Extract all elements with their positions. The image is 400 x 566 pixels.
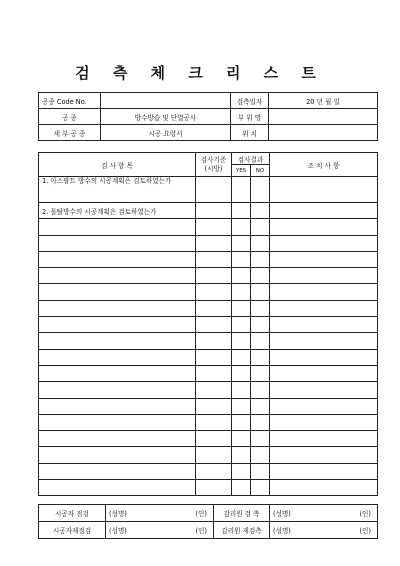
- signature-table: [38, 504, 378, 539]
- action-cell[interactable]: [270, 447, 378, 463]
- supervisor-check-label: 감리원 검 측: [214, 505, 270, 522]
- action-cell[interactable]: [270, 219, 378, 235]
- no-cell[interactable]: [251, 219, 270, 235]
- empty-row: [39, 480, 378, 496]
- empty-row: [39, 463, 378, 479]
- detail-label: 세 부 공 종: [39, 125, 101, 141]
- no-cell[interactable]: [251, 447, 270, 463]
- yes-cell[interactable]: [232, 251, 251, 267]
- standard-cell[interactable]: [196, 268, 232, 284]
- standard-cell[interactable]: [196, 349, 232, 365]
- empty-row: [39, 349, 378, 365]
- name-label: (성명): [109, 510, 127, 518]
- standard-cell[interactable]: [196, 463, 232, 479]
- date-value[interactable]: 20 년 월 일: [269, 93, 378, 109]
- empty-row: [39, 447, 378, 463]
- yes-cell[interactable]: [232, 463, 251, 479]
- info-table: [38, 92, 378, 141]
- empty-row: [39, 414, 378, 430]
- standard-cell[interactable]: [196, 414, 232, 430]
- location-label: 부 위 명: [231, 109, 269, 125]
- empty-row: [39, 268, 378, 284]
- name-label: (성명): [273, 510, 291, 518]
- empty-row: [39, 333, 378, 349]
- standard-cell[interactable]: [196, 480, 232, 496]
- header-no: NO: [251, 165, 270, 177]
- yes-cell[interactable]: [232, 177, 251, 203]
- empty-row: [39, 251, 378, 267]
- no-cell[interactable]: [251, 480, 270, 496]
- position-label: 위 치: [231, 125, 269, 141]
- supervisor-recheck-label: 감리원 재검측: [214, 522, 270, 539]
- no-cell[interactable]: [251, 349, 270, 365]
- check-item-1: 1. 아스팔트 방수의 시공계획은 검토하였는가: [39, 177, 196, 203]
- item-cell[interactable]: [39, 398, 196, 414]
- item-cell[interactable]: [39, 333, 196, 349]
- yes-cell[interactable]: [232, 284, 251, 300]
- action-cell[interactable]: [270, 349, 378, 365]
- item-cell[interactable]: [39, 300, 196, 316]
- standard-cell[interactable]: [196, 447, 232, 463]
- item-cell[interactable]: [39, 284, 196, 300]
- yes-cell[interactable]: [232, 333, 251, 349]
- yes-cell[interactable]: [232, 414, 251, 430]
- builder-check-sign[interactable]: [106, 505, 214, 522]
- item-cell[interactable]: [39, 480, 196, 496]
- seal-label: (인): [359, 527, 371, 535]
- item-cell[interactable]: [39, 365, 196, 381]
- yes-cell[interactable]: [232, 447, 251, 463]
- item-cell[interactable]: [39, 414, 196, 430]
- no-cell[interactable]: [251, 177, 270, 203]
- action-cell[interactable]: [270, 382, 378, 398]
- empty-row: [39, 235, 378, 251]
- position-value[interactable]: [269, 125, 378, 141]
- yes-cell[interactable]: [232, 235, 251, 251]
- header-standard: [196, 153, 232, 177]
- builder-recheck-sign[interactable]: [106, 522, 214, 539]
- yes-cell[interactable]: [232, 431, 251, 447]
- standard-cell[interactable]: [196, 251, 232, 267]
- standard-cell[interactable]: [196, 300, 232, 316]
- header-standard-line1: 검사기준: [200, 155, 227, 164]
- code-label: 공종 Code No.: [39, 93, 101, 109]
- empty-row: [39, 284, 378, 300]
- no-cell[interactable]: [251, 284, 270, 300]
- yes-cell[interactable]: [232, 398, 251, 414]
- builder-check-label: 시공자 점검: [39, 505, 106, 522]
- header-yes: YES: [232, 165, 251, 177]
- item-cell[interactable]: [39, 463, 196, 479]
- item-cell[interactable]: [39, 219, 196, 235]
- action-cell[interactable]: [270, 365, 378, 381]
- standard-cell[interactable]: [196, 177, 232, 203]
- action-cell[interactable]: [270, 235, 378, 251]
- no-cell[interactable]: [251, 398, 270, 414]
- standard-cell[interactable]: [196, 203, 232, 219]
- name-label: (성명): [109, 527, 127, 535]
- seal-label: (인): [195, 510, 207, 518]
- action-cell[interactable]: [270, 177, 378, 203]
- header-standard-line2: (시방): [204, 164, 223, 173]
- empty-row: [39, 219, 378, 235]
- action-cell[interactable]: [270, 333, 378, 349]
- standard-cell[interactable]: [196, 365, 232, 381]
- action-cell[interactable]: [270, 463, 378, 479]
- yes-cell[interactable]: [232, 365, 251, 381]
- standard-cell[interactable]: [196, 317, 232, 333]
- no-cell[interactable]: [251, 382, 270, 398]
- code-value[interactable]: [101, 93, 231, 109]
- action-cell[interactable]: [270, 414, 378, 430]
- action-cell[interactable]: [270, 317, 378, 333]
- action-cell[interactable]: [270, 251, 378, 267]
- standard-cell[interactable]: [196, 431, 232, 447]
- yes-cell[interactable]: [232, 349, 251, 365]
- action-cell[interactable]: [270, 431, 378, 447]
- action-cell[interactable]: [270, 203, 378, 219]
- item-cell[interactable]: [39, 251, 196, 267]
- no-cell[interactable]: [251, 365, 270, 381]
- name-label: (성명): [273, 527, 291, 535]
- no-cell[interactable]: [251, 317, 270, 333]
- header-item: 검 사 항 목: [39, 153, 196, 177]
- date-label: 검측일자: [231, 93, 269, 109]
- empty-row: [39, 431, 378, 447]
- seal-label: (인): [195, 527, 207, 535]
- item-cell[interactable]: [39, 235, 196, 251]
- yes-cell[interactable]: [232, 300, 251, 316]
- empty-row: [39, 300, 378, 316]
- no-cell[interactable]: [251, 300, 270, 316]
- no-cell[interactable]: [251, 431, 270, 447]
- item-cell[interactable]: [39, 317, 196, 333]
- standard-cell[interactable]: [196, 284, 232, 300]
- yes-cell[interactable]: [232, 268, 251, 284]
- no-cell[interactable]: [251, 251, 270, 267]
- no-cell[interactable]: [251, 333, 270, 349]
- seal-label: (인): [359, 510, 371, 518]
- supervisor-recheck-sign[interactable]: [270, 522, 378, 539]
- empty-row: [39, 365, 378, 381]
- item-cell[interactable]: [39, 431, 196, 447]
- item-cell[interactable]: [39, 268, 196, 284]
- location-value[interactable]: [269, 109, 378, 125]
- action-cell[interactable]: [270, 284, 378, 300]
- action-cell[interactable]: [270, 300, 378, 316]
- builder-recheck-label: 시공자재점검: [39, 522, 106, 539]
- check-item-2: 2. 몰탈방수의 시공계획은 검토하였는가: [39, 203, 196, 219]
- item-cell[interactable]: [39, 382, 196, 398]
- no-cell[interactable]: [251, 268, 270, 284]
- work-label: 공 종: [39, 109, 101, 125]
- action-cell[interactable]: [270, 480, 378, 496]
- empty-row: [39, 398, 378, 414]
- action-cell[interactable]: [270, 398, 378, 414]
- yes-cell[interactable]: [232, 203, 251, 219]
- standard-cell[interactable]: [196, 333, 232, 349]
- header-result: 검사결과: [232, 153, 270, 165]
- item-cell[interactable]: [39, 447, 196, 463]
- no-cell[interactable]: [251, 203, 270, 219]
- empty-row: [39, 317, 378, 333]
- empty-row: [39, 382, 378, 398]
- yes-cell[interactable]: [232, 219, 251, 235]
- standard-cell[interactable]: [196, 382, 232, 398]
- yes-cell[interactable]: [232, 382, 251, 398]
- detail-value[interactable]: 시공 요령서: [101, 125, 231, 141]
- checklist-table: [38, 152, 378, 496]
- yes-cell[interactable]: [232, 480, 251, 496]
- header-action: 조 치 사 항: [270, 153, 378, 177]
- supervisor-check-sign[interactable]: [270, 505, 378, 522]
- action-cell[interactable]: [270, 268, 378, 284]
- standard-cell[interactable]: [196, 235, 232, 251]
- no-cell[interactable]: [251, 414, 270, 430]
- no-cell[interactable]: [251, 463, 270, 479]
- yes-cell[interactable]: [232, 317, 251, 333]
- standard-cell[interactable]: [196, 219, 232, 235]
- no-cell[interactable]: [251, 235, 270, 251]
- item-cell[interactable]: [39, 349, 196, 365]
- document-title: 검 측 체 크 리 스 트: [75, 64, 325, 82]
- standard-cell[interactable]: [196, 398, 232, 414]
- work-value[interactable]: 방수방습 및 단열공사: [101, 109, 231, 125]
